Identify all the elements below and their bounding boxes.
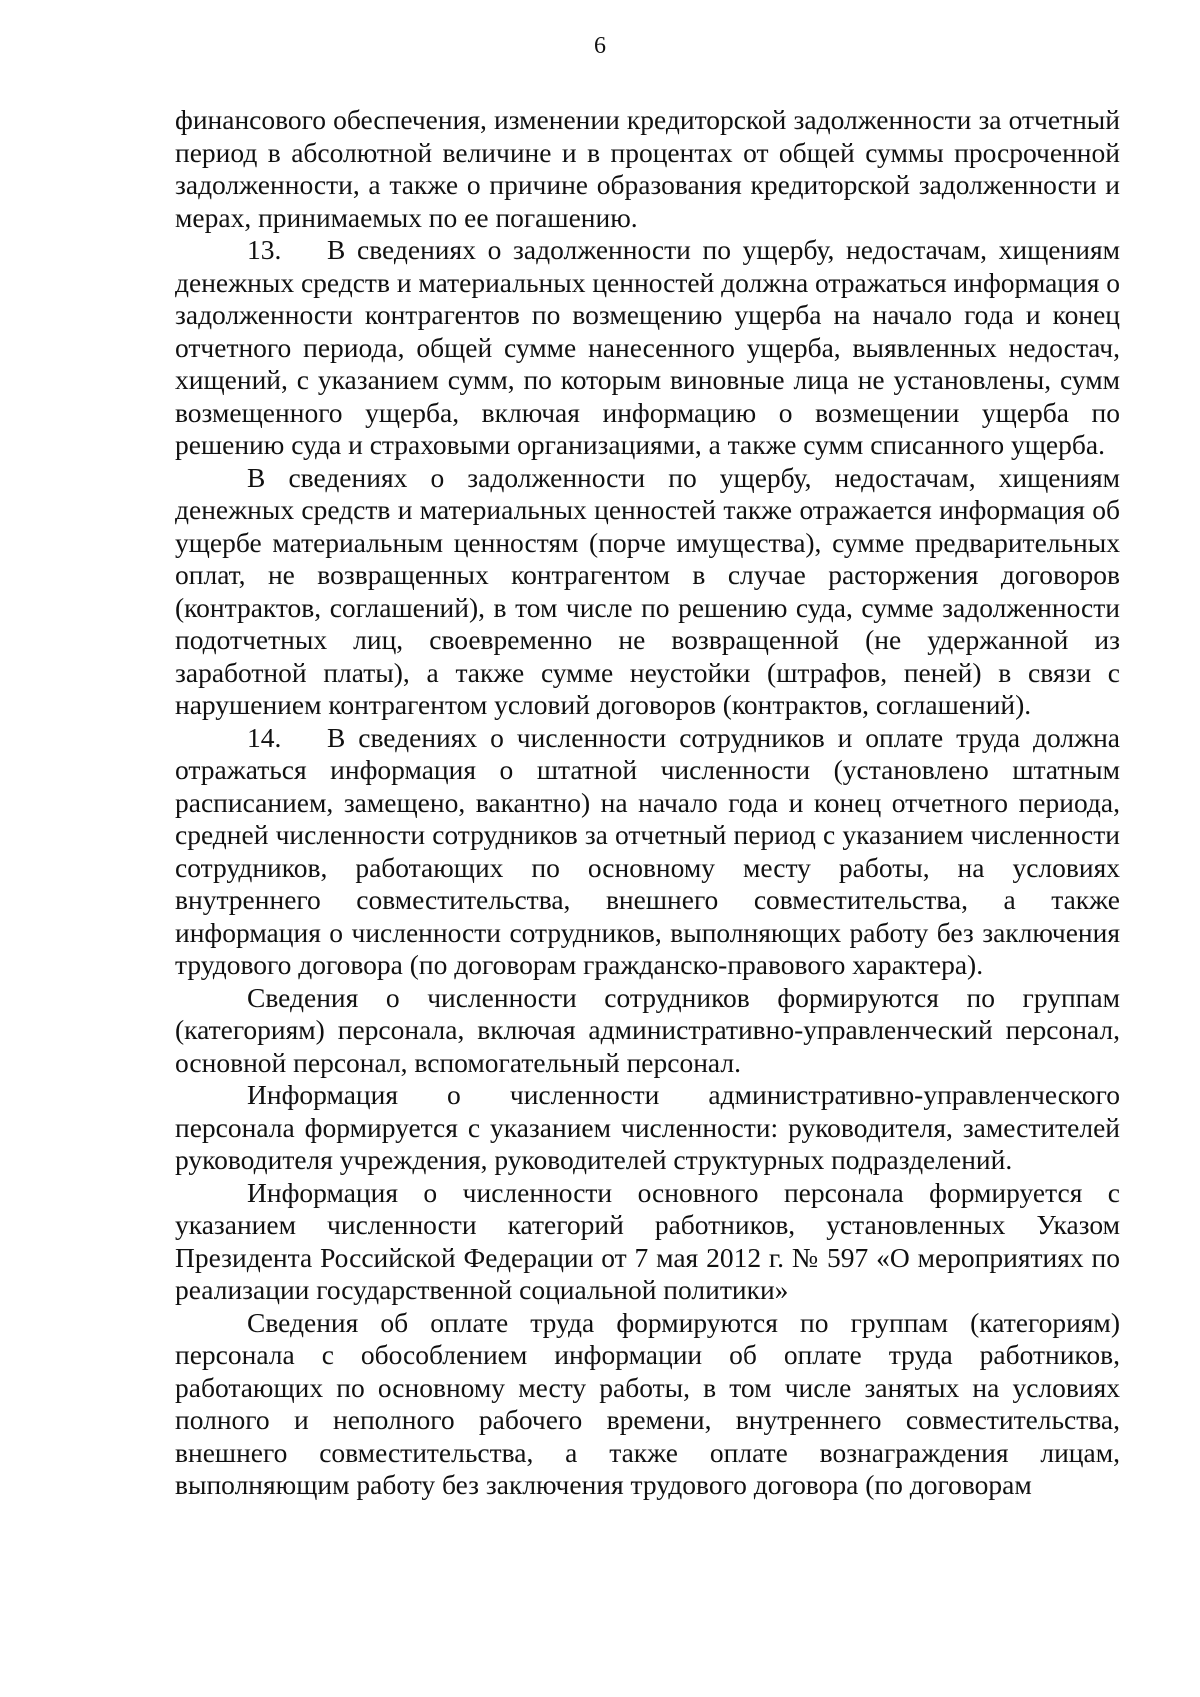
document-body [175, 104, 1120, 1502]
paragraph-damage-details: В сведениях о задолженности по ущербу, недостачам, хищениям денежных средств и материальных ценностей также отражается информация об ущербе материальным ценностям (порче имущества), сумме предварительных оплат, не возвращенных контрагентом в случае расторжения договоров (контрактов, соглашений), в том числе по решению суда, сумме задолженности подотчетных лиц, своевременно не возвращенной (не удержанной из заработной платы), а также сумме неустойки (штрафов, пеней) в связи с нарушением контрагентом условий договоров (контрактов, соглашений). [175, 461, 1120, 720]
item-number-14: 14. [247, 721, 282, 753]
paragraph-continuation: финансового обеспечения, изменении кредиторской задолженности за отчетный период в абсолютной величине и в процентах от общей суммы просроченной задолженности, а также о причине образования кредиторской задолженности и мерах, принимаемых по ее погашению. [175, 104, 1120, 233]
paragraph-staff-groups: Сведения о численности сотрудников формируются по группам (категориям) персонала, включая административно-управленческий персонал, основной персонал, вспомогательный персонал. [175, 981, 1120, 1078]
item-number-13: 13. [247, 234, 282, 265]
paragraph-payroll: Сведения об оплате труда формируются по группам (категориям) персонала с обособлением информации об оплате труда работников, работающих по основному месту работы, в том числе занятых на условиях полного и неполного рабочего времени, внутреннего совместительства, внешнего совместительства, а также оплате вознаграждения лицам, выполняющим работу без заключения трудового договора (по договорам [175, 1306, 1120, 1500]
paragraph-admin-staff: Информация о численности административно-управленческого персонала формируется с указанием численности: руководителя, заместителей руководителя учреждения, руководителей структурных подразделений. [175, 1079, 1120, 1175]
paragraph-item-13-text: В сведениях о задолженности по ущербу, недостачам, хищениям денежных средств и материальных ценностей должна отражаться информация о задолженности контрагентов по возмещению ущерба на начало года и конец отчетного периода, общей сумме нанесенного ущерба, выявленных недостач, хищений, с указанием сумм, по которым виновные лица не установлены, сумм возмещенного ущерба, включая информацию о возмещении ущерба по решению суда и страховыми организациями, а также сумм списанного ущерба. [175, 234, 1120, 460]
page-number: 6 [594, 33, 606, 59]
paragraph-main-staff: Информация о численности основного персонала формируется с указанием численности категорий работников, установленных Указом Президента Российской Федерации от 7 мая 2012 г. № 597 «О мероприятиях по реализации государственной социальной политики» [175, 1176, 1120, 1305]
paragraph-item-14 [175, 722, 1120, 982]
paragraph-item-13 [175, 234, 1120, 462]
paragraph-item-14-text: В сведениях о численности сотрудников и оплате труда должна отражаться информация о штатной численности (установлено штатным расписанием, замещено, вакантно) на начало года и конец отчетного периода, средней численности сотрудников за отчетный период с указанием численности сотрудников, работающих по основному месту работы, на условиях внутреннего совместительства, внешнего совместительства, а также информация о численности сотрудников, выполняющих работу без заключения трудового договора (по договорам гражданско-правового характера). [175, 721, 1120, 980]
